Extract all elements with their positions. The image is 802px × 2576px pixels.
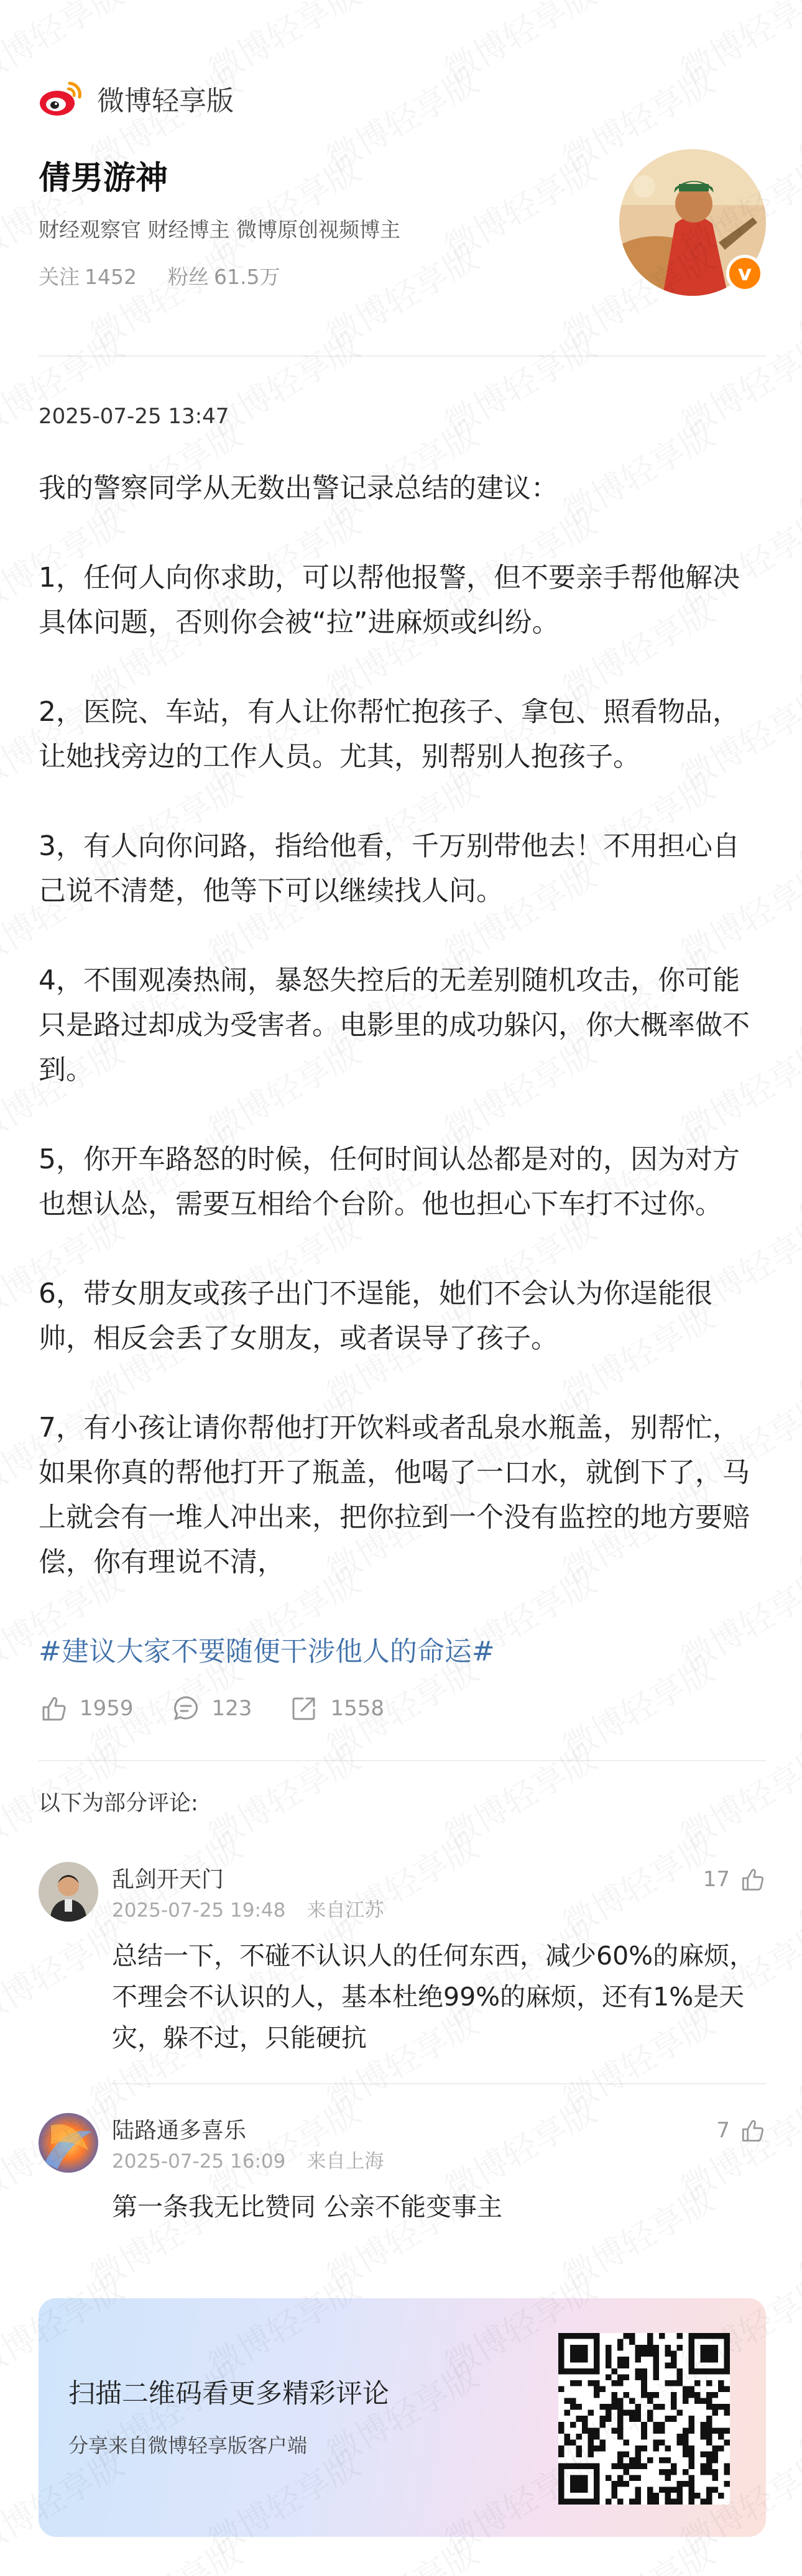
watermark-text [789, 56, 802, 181]
watermark-text [789, 938, 802, 1064]
weibo-logo-icon [39, 78, 83, 118]
banner-title: 扫描二维码看更多精彩评论 [68, 2378, 389, 2409]
watermark-text [789, 1644, 802, 1770]
comment-meta [112, 1894, 384, 1922]
comment-avatar-image-icon [39, 1862, 98, 1922]
watermark-text [789, 762, 802, 887]
post-paragraph: 我的警察同学从无数出警记录总结的建议： [39, 472, 558, 504]
post-paragraph: 5，你开车路怒的时候，任何时间认怂都是对的，因为对方也想认怂，需要互相给个台阶。他也担心下车打不过你。 [39, 1144, 740, 1220]
watermark-text [435, 321, 604, 446]
comment-bubble-icon [171, 1694, 201, 1723]
watermark-text [789, 2350, 802, 2476]
post-body [39, 466, 766, 1674]
comment-item [39, 1862, 766, 2073]
post-actions [39, 1694, 422, 1723]
thumb-up-icon [39, 1694, 68, 1723]
watermark-text [789, 585, 802, 711]
watermark-text [671, 1733, 802, 1858]
divider [112, 2083, 766, 2084]
comment-count: 123 [211, 1696, 252, 1721]
watermark-text [789, 1291, 802, 1417]
comment-time: 2025-07-25 16:09 [112, 2150, 286, 2173]
watermark-text [789, 409, 802, 534]
repost-button[interactable] [289, 1694, 384, 1723]
comment-like-count: 17 [703, 1867, 730, 1892]
watermark-text [435, 1733, 604, 1858]
profile-tags: 财经观察官 财经博主 微博原创视频博主 [39, 218, 400, 242]
comment-text: 总结一下，不碰不认识人的任何东西，减少60%的麻烦，不理会不认识的人，基本杜绝99%的麻烦，还有1%是天灾，躲不过，只能硬抗 [112, 1941, 755, 2053]
divider [39, 1760, 766, 1761]
fans-count: 61.5万 [213, 265, 280, 289]
thumb-up-icon [739, 1866, 766, 1893]
fans-stat[interactable] [168, 261, 280, 290]
fans-label: 粉丝 [167, 265, 209, 289]
profile-name[interactable]: 倩男游神 [39, 160, 168, 197]
comment-avatar-image-icon [39, 2113, 98, 2173]
profile-stats [39, 261, 280, 290]
comment-meta [112, 2145, 384, 2173]
watermark-text [789, 2174, 802, 2299]
comment-time: 2025-07-25 19:48 [112, 1899, 286, 1922]
watermark-text [789, 2527, 802, 2576]
comment-author[interactable]: 乱剑开天门 [112, 1867, 224, 1892]
follow-count: 1452 [85, 265, 137, 289]
watermark-text [671, 0, 802, 93]
verified-badge: v [726, 255, 763, 292]
watermark-text [198, 1733, 367, 1858]
follow-label: 关注 [39, 265, 80, 289]
post-paragraph: 1，任何人向你求助，可以帮他报警，但不要亲手帮他解决具体问题，否则你会被“拉”进麻烦或纠纷。 [39, 562, 740, 638]
post-paragraph: 3，有人向你问路，指给他看，千万别带他去！不用担心自己说不清楚，他等下可以继续找人问。 [39, 830, 740, 907]
profile-card [39, 149, 766, 305]
comment-location: 来自江苏 [307, 1899, 384, 1922]
brand-header [39, 73, 234, 123]
banner-subtitle: 分享来自微博轻享版客户端 [68, 2434, 308, 2457]
watermark-text [789, 1115, 802, 1240]
comment-text: 第一条我无比赞同 公亲不能变事主 [112, 2192, 503, 2222]
hashtag-link[interactable]: #建议大家不要随便干涉他人的命运# [39, 1636, 495, 1667]
comment-button[interactable] [171, 1694, 252, 1723]
repost-count: 1558 [330, 1696, 384, 1721]
comment-like-button[interactable] [703, 1866, 766, 1893]
post-paragraph: 4，不围观凑热闹，暴怒失控后的无差别随机攻击，你可能只是路过却成为受害者。电影里的成功躲闪，你大概率做不到。 [39, 965, 750, 1086]
watermark-text [789, 232, 802, 358]
post-time: 2025-07-25 13:47 [39, 404, 229, 429]
follow-stat[interactable] [39, 261, 137, 290]
post-paragraph: 7，有小孩让请你帮他打开饮料或者乱泉水瓶盖，别帮忙，如果你真的帮他打开了瓶盖，他喝了一口水，就倒下了，马上就会有一堆人冲出来，把你拉到一个没有监控的地方要赔偿，你有理说不清， [39, 1412, 750, 1578]
like-count: 1959 [80, 1696, 134, 1721]
watermark-text [671, 321, 802, 446]
brand-name: 微博轻享版 [97, 85, 234, 117]
comments-title: 以下为部分评论: [39, 1791, 198, 1816]
comment-avatar[interactable] [39, 2113, 98, 2173]
watermark-text [789, 1821, 802, 1946]
divider [39, 355, 766, 357]
share-banner[interactable] [39, 2298, 766, 2537]
watermark-text [789, 1468, 802, 1593]
comment-location: 来自上海 [307, 2150, 384, 2173]
thumb-up-icon [739, 2117, 766, 2144]
qr-code-icon[interactable] [558, 2333, 730, 2505]
comment-like-button[interactable] [716, 2117, 766, 2144]
comment-item [39, 2113, 766, 2250]
post-paragraph: 2，医院、车站，有人让你帮忙抱孩子、拿包、照看物品，让她找旁边的工作人员。尤其，别帮别人抱孩子。 [39, 696, 740, 772]
post-paragraph: 6，带女朋友或孩子出门不逞能，她们不会认为你逞能很帅，相反会丢了女朋友，或者误导了孩子。 [39, 1278, 712, 1354]
watermark-text [789, 1997, 802, 2123]
comment-like-count: 7 [716, 2118, 730, 2143]
repost-arrow-icon [289, 1694, 319, 1723]
comment-author[interactable]: 陆路通多喜乐 [112, 2118, 247, 2143]
comment-avatar[interactable] [39, 1862, 98, 1922]
like-button[interactable] [39, 1694, 134, 1723]
watermark-text [435, 0, 604, 93]
